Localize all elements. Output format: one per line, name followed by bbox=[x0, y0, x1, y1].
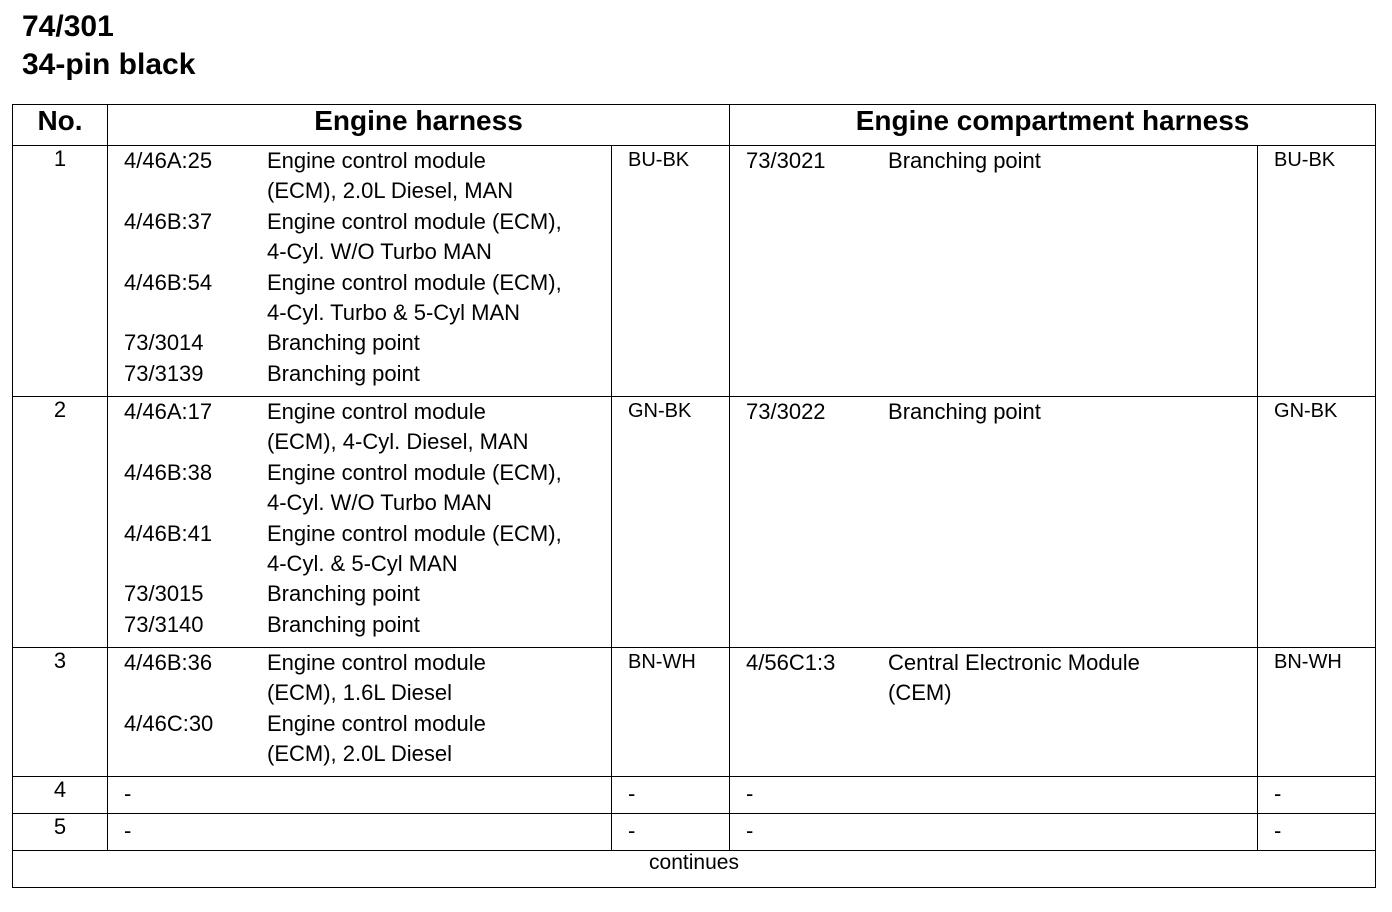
connection-line bbox=[108, 549, 611, 579]
table-header-row bbox=[13, 105, 1376, 146]
wire-color-label: - bbox=[628, 781, 636, 806]
connection-description: 4-Cyl. W/O Turbo MAN bbox=[267, 239, 492, 265]
wire-color-label: BN-WH bbox=[628, 651, 696, 673]
pin-number: 4 bbox=[13, 777, 108, 814]
column-header-compartment-harness: Engine compartment harness bbox=[730, 105, 1376, 146]
connection-line bbox=[730, 678, 1257, 708]
connection-description: (ECM), 2.0L Diesel, MAN bbox=[267, 178, 514, 204]
table-footer-row bbox=[13, 851, 1376, 888]
connection-code: 4/46B:54 bbox=[124, 269, 213, 295]
connection-code: - bbox=[124, 781, 132, 806]
connection-code: - bbox=[746, 781, 754, 806]
wire-color-label: BN-WH bbox=[1274, 651, 1342, 673]
connection-description: Engine control module bbox=[267, 710, 486, 736]
compartment-wire-color bbox=[1258, 777, 1376, 814]
connection-line bbox=[108, 176, 611, 206]
connection-line bbox=[108, 648, 611, 678]
connection-description: Engine control module bbox=[267, 399, 486, 424]
connection-description: Central Electronic Module bbox=[888, 650, 1140, 675]
connection-line bbox=[108, 709, 611, 739]
engine-wire-color bbox=[612, 146, 730, 397]
connection-code: - bbox=[746, 818, 754, 843]
connection-line bbox=[108, 359, 611, 389]
connection-description: Engine control module (ECM), bbox=[267, 269, 562, 295]
table-row bbox=[13, 814, 1376, 851]
connection-line bbox=[108, 610, 611, 640]
pin-number: 2 bbox=[13, 397, 108, 648]
connection-line bbox=[108, 739, 611, 769]
engine-wire-color bbox=[612, 648, 730, 777]
compartment-harness-cell bbox=[730, 814, 1258, 851]
table-row bbox=[13, 146, 1376, 397]
connection-description: Branching point bbox=[888, 148, 1041, 173]
connection-line bbox=[730, 814, 1257, 846]
connection-description: 4-Cyl. W/O Turbo MAN bbox=[267, 490, 492, 516]
wire-color-label: GN-BK bbox=[1274, 400, 1338, 422]
connection-description: 4-Cyl. & 5-Cyl MAN bbox=[267, 551, 458, 577]
connection-line bbox=[108, 237, 611, 267]
compartment-harness-cell bbox=[730, 648, 1258, 777]
connection-description: (ECM), 4-Cyl. Diesel, MAN bbox=[267, 429, 529, 455]
connection-line bbox=[108, 298, 611, 328]
table-row bbox=[13, 648, 1376, 777]
compartment-wire-color bbox=[1258, 146, 1376, 397]
compartment-wire-color bbox=[1258, 397, 1376, 648]
connection-code bbox=[730, 678, 888, 708]
connection-line bbox=[730, 146, 1257, 176]
connection-line bbox=[730, 648, 1257, 678]
engine-wire-color bbox=[612, 814, 730, 851]
connection-code: 4/46C:30 bbox=[124, 710, 214, 736]
connection-line bbox=[108, 777, 611, 809]
connector-id: 74/301 bbox=[22, 10, 114, 43]
connection-code bbox=[108, 427, 267, 457]
connection-code: 4/46B:38 bbox=[124, 459, 213, 485]
connection-description: Engine control module (ECM), bbox=[267, 459, 562, 485]
connection-description: (ECM), 2.0L Diesel bbox=[267, 741, 453, 767]
connection-line bbox=[108, 519, 611, 549]
connection-line bbox=[108, 397, 611, 427]
connection-description: (ECM), 1.6L Diesel bbox=[267, 680, 453, 706]
connection-line bbox=[108, 678, 611, 708]
connection-description: Engine control module (ECM), bbox=[267, 208, 562, 234]
connection-code: 73/3140 bbox=[124, 611, 204, 637]
engine-harness-cell bbox=[108, 397, 612, 648]
connection-code bbox=[108, 678, 267, 708]
engine-harness-cell bbox=[108, 814, 612, 851]
connection-line bbox=[108, 207, 611, 237]
connection-code: 4/46B:36 bbox=[124, 650, 213, 675]
connection-line bbox=[108, 579, 611, 609]
connection-code: 4/46B:41 bbox=[124, 520, 213, 546]
engine-harness-cell bbox=[108, 777, 612, 814]
connection-description: Branching point bbox=[267, 611, 420, 637]
connection-description: (CEM) bbox=[888, 680, 952, 706]
connection-code: 4/56C1:3 bbox=[746, 650, 836, 675]
connection-code: 4/46A:17 bbox=[124, 399, 213, 424]
connection-description: 4-Cyl. Turbo & 5-Cyl MAN bbox=[267, 300, 521, 326]
table-row bbox=[13, 777, 1376, 814]
pinout-table bbox=[12, 104, 1376, 888]
engine-wire-color bbox=[612, 777, 730, 814]
connection-line bbox=[108, 814, 611, 846]
connection-code bbox=[108, 298, 267, 328]
connection-code bbox=[108, 488, 267, 518]
connection-line bbox=[108, 427, 611, 457]
wire-color-label: BU-BK bbox=[628, 149, 690, 171]
compartment-harness-cell bbox=[730, 146, 1258, 397]
connection-line bbox=[108, 146, 611, 176]
engine-wire-color bbox=[612, 397, 730, 648]
connection-code bbox=[108, 739, 267, 769]
connection-description: Branching point bbox=[267, 360, 420, 386]
connection-description: Branching point bbox=[267, 581, 420, 607]
connection-code: 4/46A:25 bbox=[124, 148, 213, 173]
wire-color-label: - bbox=[628, 818, 636, 843]
connection-code: 73/3015 bbox=[124, 581, 204, 607]
compartment-wire-color bbox=[1258, 648, 1376, 777]
connection-line bbox=[730, 397, 1257, 427]
engine-harness-cell bbox=[108, 146, 612, 397]
connection-code: 73/3139 bbox=[124, 360, 204, 386]
connection-line bbox=[108, 458, 611, 488]
connection-line bbox=[108, 488, 611, 518]
connection-code bbox=[108, 237, 267, 267]
column-header-engine-harness: Engine harness bbox=[108, 105, 730, 146]
engine-harness-cell bbox=[108, 648, 612, 777]
compartment-harness-cell bbox=[730, 397, 1258, 648]
wire-color-label: BU-BK bbox=[1274, 149, 1336, 171]
pin-number: 1 bbox=[13, 146, 108, 397]
connector-description: 34-pin black bbox=[22, 48, 196, 81]
column-header-no: No. bbox=[13, 105, 108, 146]
connection-code: - bbox=[124, 818, 132, 843]
connection-description: Engine control module bbox=[267, 148, 486, 173]
connection-code bbox=[108, 176, 267, 206]
connection-code: 73/3021 bbox=[746, 148, 826, 173]
table-row bbox=[13, 397, 1376, 648]
connection-description: Branching point bbox=[888, 399, 1041, 424]
connection-description: Engine control module (ECM), bbox=[267, 520, 562, 546]
compartment-harness-cell bbox=[730, 777, 1258, 814]
wire-color-label: - bbox=[1274, 781, 1282, 806]
continues-note: continues bbox=[13, 851, 1376, 888]
connection-line bbox=[730, 777, 1257, 809]
connection-code: 73/3014 bbox=[124, 330, 204, 356]
wire-color-label: - bbox=[1274, 818, 1282, 843]
connection-code bbox=[108, 549, 267, 579]
connection-description: Engine control module bbox=[267, 650, 486, 675]
connection-line bbox=[108, 328, 611, 358]
pin-number: 5 bbox=[13, 814, 108, 851]
wire-color-label: GN-BK bbox=[628, 400, 692, 422]
pin-number: 3 bbox=[13, 648, 108, 777]
connection-line bbox=[108, 268, 611, 298]
connection-code: 73/3022 bbox=[746, 399, 826, 424]
connection-code: 4/46B:37 bbox=[124, 208, 213, 234]
compartment-wire-color bbox=[1258, 814, 1376, 851]
connection-description: Branching point bbox=[267, 330, 420, 356]
